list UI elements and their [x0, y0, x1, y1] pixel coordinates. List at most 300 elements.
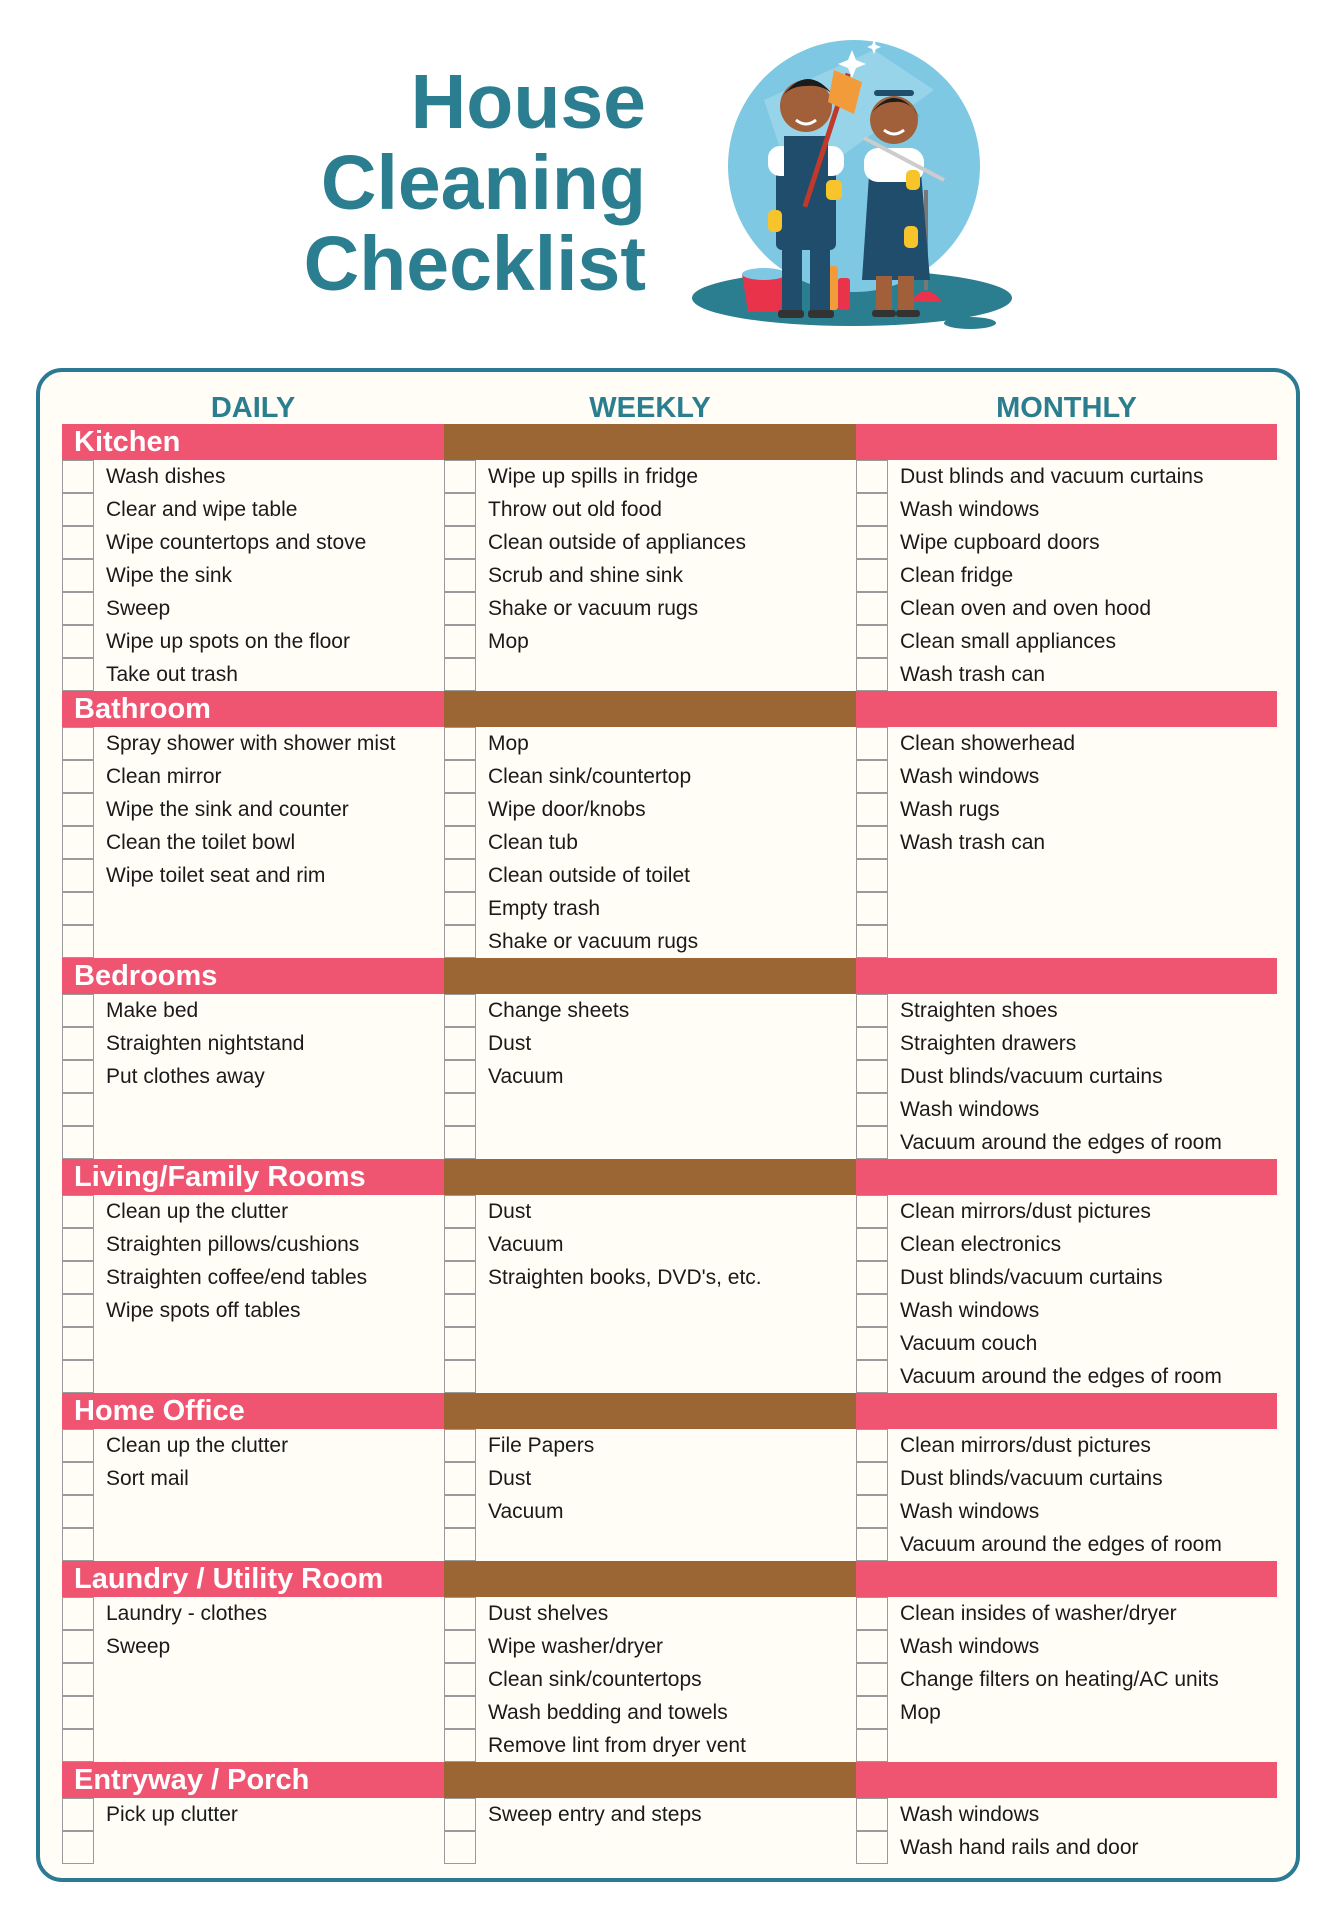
list-item [444, 1495, 856, 1528]
section-title: Bedrooms [74, 960, 218, 992]
checkbox[interactable] [444, 1528, 476, 1561]
section-title: Entryway / Porch [74, 1764, 310, 1796]
task-label: Mop [488, 732, 529, 755]
checkbox[interactable] [856, 1798, 888, 1831]
list-item [444, 493, 856, 526]
list-item [444, 1528, 856, 1561]
list-item [444, 1462, 856, 1495]
checklist-sections [62, 424, 1277, 1864]
section-header [62, 1561, 1277, 1597]
task-label: Clear and wipe table [106, 498, 298, 521]
checkbox[interactable] [856, 1528, 888, 1561]
task-label: Dust shelves [488, 1602, 609, 1625]
list-item [856, 760, 1277, 793]
checkbox[interactable] [444, 1630, 476, 1663]
list-item [62, 1261, 444, 1294]
checkbox[interactable] [62, 1630, 94, 1663]
list-item [856, 1093, 1277, 1126]
checkbox[interactable] [444, 1831, 476, 1864]
checkbox[interactable] [856, 1195, 888, 1228]
checkbox[interactable] [856, 460, 888, 493]
list-item [62, 1060, 444, 1093]
checkbox[interactable] [444, 1597, 476, 1630]
weekly-band [444, 424, 856, 460]
weekly-band [444, 1561, 856, 1597]
checkbox[interactable] [62, 1495, 94, 1528]
checkbox[interactable] [62, 1027, 94, 1060]
checkbox[interactable] [856, 1729, 888, 1762]
list-item [856, 1027, 1277, 1060]
section-header [62, 691, 1277, 727]
monthly-column [856, 1429, 1277, 1561]
task-label: Wash windows [900, 1500, 1040, 1523]
list-item [62, 892, 444, 925]
checkbox[interactable] [62, 1597, 94, 1630]
checkbox[interactable] [444, 1360, 476, 1393]
section-title: Home Office [74, 1395, 245, 1427]
task-label: Change filters on heating/AC units [900, 1668, 1219, 1691]
list-item [444, 760, 856, 793]
checkbox[interactable] [856, 727, 888, 760]
section-body [62, 1798, 1277, 1864]
checkbox[interactable] [62, 625, 94, 658]
task-label: Wash rugs [900, 798, 1000, 821]
list-item [856, 559, 1277, 592]
checkbox[interactable] [444, 1126, 476, 1159]
checkbox[interactable] [62, 1798, 94, 1831]
checkbox[interactable] [62, 559, 94, 592]
checkbox[interactable] [444, 760, 476, 793]
title-line-3: Checklist [303, 221, 646, 307]
daily-column [62, 994, 444, 1159]
task-label: Wipe door/knobs [488, 798, 646, 821]
checkbox[interactable] [856, 559, 888, 592]
title-line-1: House [410, 59, 646, 145]
list-item [856, 1294, 1277, 1327]
daily-column [62, 460, 444, 691]
checkbox[interactable] [856, 1831, 888, 1864]
list-item [62, 1729, 444, 1762]
list-item [444, 1663, 856, 1696]
list-item [856, 1462, 1277, 1495]
checkbox[interactable] [62, 994, 94, 1027]
checkbox[interactable] [856, 892, 888, 925]
checkbox[interactable] [62, 592, 94, 625]
daily-column [62, 1798, 444, 1864]
task-label: Clean outside of appliances [488, 531, 747, 554]
list-item [62, 1093, 444, 1126]
task-label: Clean fridge [900, 564, 1014, 587]
section-band [856, 958, 1277, 994]
checkbox[interactable] [856, 1228, 888, 1261]
section-body [62, 460, 1277, 691]
task-label: Clean electronics [900, 1233, 1062, 1256]
task-label: Clean showerhead [900, 732, 1076, 755]
task-label: Throw out old food [488, 498, 662, 521]
checkbox[interactable] [62, 826, 94, 859]
task-label: Straighten drawers [900, 1032, 1077, 1055]
list-item [62, 493, 444, 526]
checkbox[interactable] [62, 1126, 94, 1159]
task-label: Wash hand rails and door [900, 1836, 1139, 1859]
weekly-column [444, 1597, 856, 1762]
checkbox[interactable] [444, 559, 476, 592]
list-item [856, 1597, 1277, 1630]
checkbox[interactable] [856, 925, 888, 958]
monthly-column [856, 1195, 1277, 1393]
weekly-band [444, 958, 856, 994]
task-label: Wash trash can [900, 663, 1046, 686]
task-label: Shake or vacuum rugs [488, 930, 699, 953]
task-label: Put clothes away [106, 1065, 265, 1088]
checkbox[interactable] [444, 1429, 476, 1462]
monthly-column [856, 1798, 1277, 1864]
list-item [856, 1663, 1277, 1696]
list-item [62, 1126, 444, 1159]
task-label: Laundry - clothes [106, 1602, 268, 1625]
list-item [62, 760, 444, 793]
list-item [444, 826, 856, 859]
list-item [62, 727, 444, 760]
list-item [856, 658, 1277, 691]
task-label: Dust [488, 1032, 532, 1055]
task-label: Wipe up spots on the floor [106, 630, 350, 653]
list-item [444, 1630, 856, 1663]
list-item [444, 1294, 856, 1327]
task-label: Clean sink/countertop [488, 765, 692, 788]
list-item [62, 859, 444, 892]
list-item [856, 493, 1277, 526]
checkbox[interactable] [856, 826, 888, 859]
list-item [444, 1228, 856, 1261]
task-label: Straighten nightstand [106, 1032, 305, 1055]
task-label: Vacuum around the edges of room [900, 1131, 1222, 1154]
task-label: Wash trash can [900, 831, 1046, 854]
task-label: Straighten books, DVD's, etc. [488, 1266, 762, 1289]
checkbox[interactable] [444, 994, 476, 1027]
list-item [444, 1261, 856, 1294]
checkbox[interactable] [444, 1729, 476, 1762]
list-item [444, 925, 856, 958]
weekly-band [444, 1393, 856, 1429]
checkbox[interactable] [62, 526, 94, 559]
weekly-band [444, 1159, 856, 1195]
task-label: Straighten shoes [900, 999, 1058, 1022]
list-item [62, 793, 444, 826]
task-label: Wipe up spills in fridge [488, 465, 699, 488]
list-item [444, 1327, 856, 1360]
checkbox[interactable] [444, 526, 476, 559]
weekly-band [444, 691, 856, 727]
daily-column [62, 1429, 444, 1561]
task-label: Sort mail [106, 1467, 189, 1490]
monthly-column [856, 727, 1277, 958]
task-label: Dust [488, 1467, 532, 1490]
task-label: Dust blinds/vacuum curtains [900, 1266, 1163, 1289]
checkbox[interactable] [444, 892, 476, 925]
list-item [856, 859, 1277, 892]
task-label: Wash windows [900, 1299, 1040, 1322]
checkbox[interactable] [856, 1294, 888, 1327]
task-label: Change sheets [488, 999, 630, 1022]
checkbox[interactable] [444, 859, 476, 892]
checkbox[interactable] [856, 493, 888, 526]
task-label: Clean small appliances [900, 630, 1116, 653]
task-label: Clean mirrors/dust pictures [900, 1434, 1151, 1457]
list-item [444, 1831, 856, 1864]
task-label: Vacuum [488, 1500, 564, 1523]
section-body [62, 994, 1277, 1159]
list-item [62, 1798, 444, 1831]
checkbox[interactable] [62, 1294, 94, 1327]
section-band [856, 691, 1277, 727]
checkbox[interactable] [856, 1261, 888, 1294]
list-item [444, 1060, 856, 1093]
checkbox[interactable] [62, 793, 94, 826]
checkbox[interactable] [444, 1327, 476, 1360]
section-body [62, 1429, 1277, 1561]
checkbox[interactable] [856, 1462, 888, 1495]
task-label: File Papers [488, 1434, 595, 1457]
checkbox[interactable] [444, 1060, 476, 1093]
task-label: Wash windows [900, 765, 1040, 788]
list-item [62, 1294, 444, 1327]
list-item [856, 1195, 1277, 1228]
checkbox[interactable] [62, 1462, 94, 1495]
list-item [444, 559, 856, 592]
checkbox[interactable] [444, 793, 476, 826]
list-item [856, 1798, 1277, 1831]
daily-column [62, 727, 444, 958]
task-label: Wipe toilet seat and rim [106, 864, 326, 887]
task-label: Wipe the sink [106, 564, 233, 587]
checkbox[interactable] [444, 1027, 476, 1060]
checkbox[interactable] [856, 859, 888, 892]
section-header [62, 1159, 1277, 1195]
checkbox[interactable] [62, 1360, 94, 1393]
task-label: Dust blinds/vacuum curtains [900, 1467, 1163, 1490]
checkbox[interactable] [856, 1126, 888, 1159]
list-item [856, 460, 1277, 493]
weekly-column [444, 460, 856, 691]
checkbox[interactable] [62, 1729, 94, 1762]
list-item [62, 460, 444, 493]
checkbox[interactable] [444, 1093, 476, 1126]
task-label: Empty trash [488, 897, 601, 920]
section-band [856, 1762, 1277, 1798]
list-item [856, 1729, 1277, 1762]
list-item [856, 592, 1277, 625]
list-item [444, 1093, 856, 1126]
monthly-column [856, 1597, 1277, 1762]
task-label: Wash windows [900, 1098, 1040, 1121]
checkbox[interactable] [856, 1027, 888, 1060]
checkbox[interactable] [62, 1195, 94, 1228]
list-item [444, 460, 856, 493]
section-band [856, 424, 1277, 460]
checkbox[interactable] [444, 1495, 476, 1528]
checkbox[interactable] [62, 1261, 94, 1294]
list-item [444, 1360, 856, 1393]
checkbox[interactable] [62, 1327, 94, 1360]
checkbox[interactable] [444, 727, 476, 760]
checkbox[interactable] [856, 994, 888, 1027]
checkbox[interactable] [856, 1495, 888, 1528]
checkbox[interactable] [444, 1294, 476, 1327]
section-band [856, 1561, 1277, 1597]
checkbox[interactable] [856, 592, 888, 625]
checkbox[interactable] [856, 658, 888, 691]
list-item [62, 592, 444, 625]
weekly-column [444, 1798, 856, 1864]
list-item [62, 625, 444, 658]
column-header-monthly: MONTHLY [996, 392, 1137, 424]
checkbox[interactable] [62, 1528, 94, 1561]
task-label: Wipe cupboard doors [900, 531, 1100, 554]
task-label: Wipe spots off tables [106, 1299, 301, 1322]
checkbox[interactable] [856, 1630, 888, 1663]
checkbox[interactable] [444, 592, 476, 625]
list-item [444, 526, 856, 559]
list-item [856, 1261, 1277, 1294]
task-label: Vacuum around the edges of room [900, 1365, 1222, 1388]
list-item [856, 925, 1277, 958]
list-item [444, 658, 856, 691]
title-line-2: Cleaning [320, 140, 646, 226]
task-label: Sweep entry and steps [488, 1803, 702, 1826]
checkbox[interactable] [62, 760, 94, 793]
list-item [856, 1429, 1277, 1462]
list-item [62, 1327, 444, 1360]
section-body [62, 1597, 1277, 1762]
list-item [62, 658, 444, 691]
section-body [62, 727, 1277, 958]
checkbox[interactable] [444, 625, 476, 658]
checkbox[interactable] [444, 925, 476, 958]
checkbox[interactable] [62, 1093, 94, 1126]
list-item [62, 925, 444, 958]
task-label: Make bed [106, 999, 199, 1022]
list-item [444, 1126, 856, 1159]
list-item [444, 727, 856, 760]
monthly-column [856, 460, 1277, 691]
task-label: Straighten coffee/end tables [106, 1266, 368, 1289]
checkbox[interactable] [62, 892, 94, 925]
task-label: Pick up clutter [106, 1803, 238, 1826]
checkbox[interactable] [856, 1060, 888, 1093]
checkbox[interactable] [856, 760, 888, 793]
list-item [62, 826, 444, 859]
list-item [62, 1663, 444, 1696]
checkbox[interactable] [444, 1798, 476, 1831]
checkbox[interactable] [856, 1360, 888, 1393]
bucket-icon [742, 268, 786, 312]
list-item [62, 526, 444, 559]
list-item [856, 1831, 1277, 1864]
task-label: Take out trash [106, 663, 238, 686]
task-label: Wipe the sink and counter [106, 798, 349, 821]
checkbox[interactable] [444, 658, 476, 691]
weekly-column [444, 727, 856, 958]
checkbox[interactable] [62, 1696, 94, 1729]
list-item [444, 625, 856, 658]
list-item [444, 1696, 856, 1729]
checkbox[interactable] [444, 1261, 476, 1294]
list-item [856, 1228, 1277, 1261]
weekly-column [444, 1429, 856, 1561]
weekly-column [444, 1195, 856, 1393]
checkbox[interactable] [62, 925, 94, 958]
checkbox[interactable] [856, 793, 888, 826]
checkbox[interactable] [62, 1429, 94, 1462]
checkbox[interactable] [444, 1462, 476, 1495]
list-item [444, 1597, 856, 1630]
checkbox[interactable] [856, 1696, 888, 1729]
list-item [856, 1126, 1277, 1159]
checkbox[interactable] [62, 460, 94, 493]
checkbox[interactable] [444, 1663, 476, 1696]
task-label: Clean tub [488, 831, 578, 854]
checkbox[interactable] [444, 460, 476, 493]
list-item [444, 1729, 856, 1762]
checkbox[interactable] [856, 1327, 888, 1360]
checkbox[interactable] [62, 727, 94, 760]
list-item [62, 1696, 444, 1729]
list-item [856, 625, 1277, 658]
list-item [62, 1429, 444, 1462]
checkbox[interactable] [856, 1429, 888, 1462]
task-label: Mop [488, 630, 529, 653]
task-label: Sweep [106, 1635, 171, 1658]
checkbox[interactable] [444, 1696, 476, 1729]
list-item [62, 559, 444, 592]
section-header [62, 958, 1277, 994]
list-item [856, 1495, 1277, 1528]
list-item [62, 1831, 444, 1864]
column-header-weekly: WEEKLY [589, 392, 711, 424]
task-label: Wipe washer/dryer [488, 1635, 664, 1658]
checkbox[interactable] [444, 493, 476, 526]
checkbox[interactable] [62, 493, 94, 526]
list-item [62, 1528, 444, 1561]
list-item [62, 1360, 444, 1393]
checkbox[interactable] [62, 1228, 94, 1261]
task-label: Clean mirror [106, 765, 222, 788]
checkbox[interactable] [62, 1060, 94, 1093]
checkbox[interactable] [62, 859, 94, 892]
checkbox[interactable] [856, 526, 888, 559]
checkbox[interactable] [856, 1093, 888, 1126]
task-label: Clean the toilet bowl [106, 831, 296, 854]
checkbox[interactable] [444, 826, 476, 859]
checkbox[interactable] [856, 1663, 888, 1696]
checkbox[interactable] [444, 1228, 476, 1261]
list-item [856, 526, 1277, 559]
checkbox[interactable] [444, 1195, 476, 1228]
list-item [444, 592, 856, 625]
task-label: Dust blinds and vacuum curtains [900, 465, 1204, 488]
list-item [856, 793, 1277, 826]
section-band [856, 1393, 1277, 1429]
task-label: Wash windows [900, 1803, 1040, 1826]
list-item [856, 1060, 1277, 1093]
checkbox[interactable] [856, 625, 888, 658]
checkbox[interactable] [62, 1831, 94, 1864]
list-item [62, 994, 444, 1027]
checkbox[interactable] [62, 1663, 94, 1696]
checkbox[interactable] [856, 1597, 888, 1630]
checkbox[interactable] [62, 658, 94, 691]
